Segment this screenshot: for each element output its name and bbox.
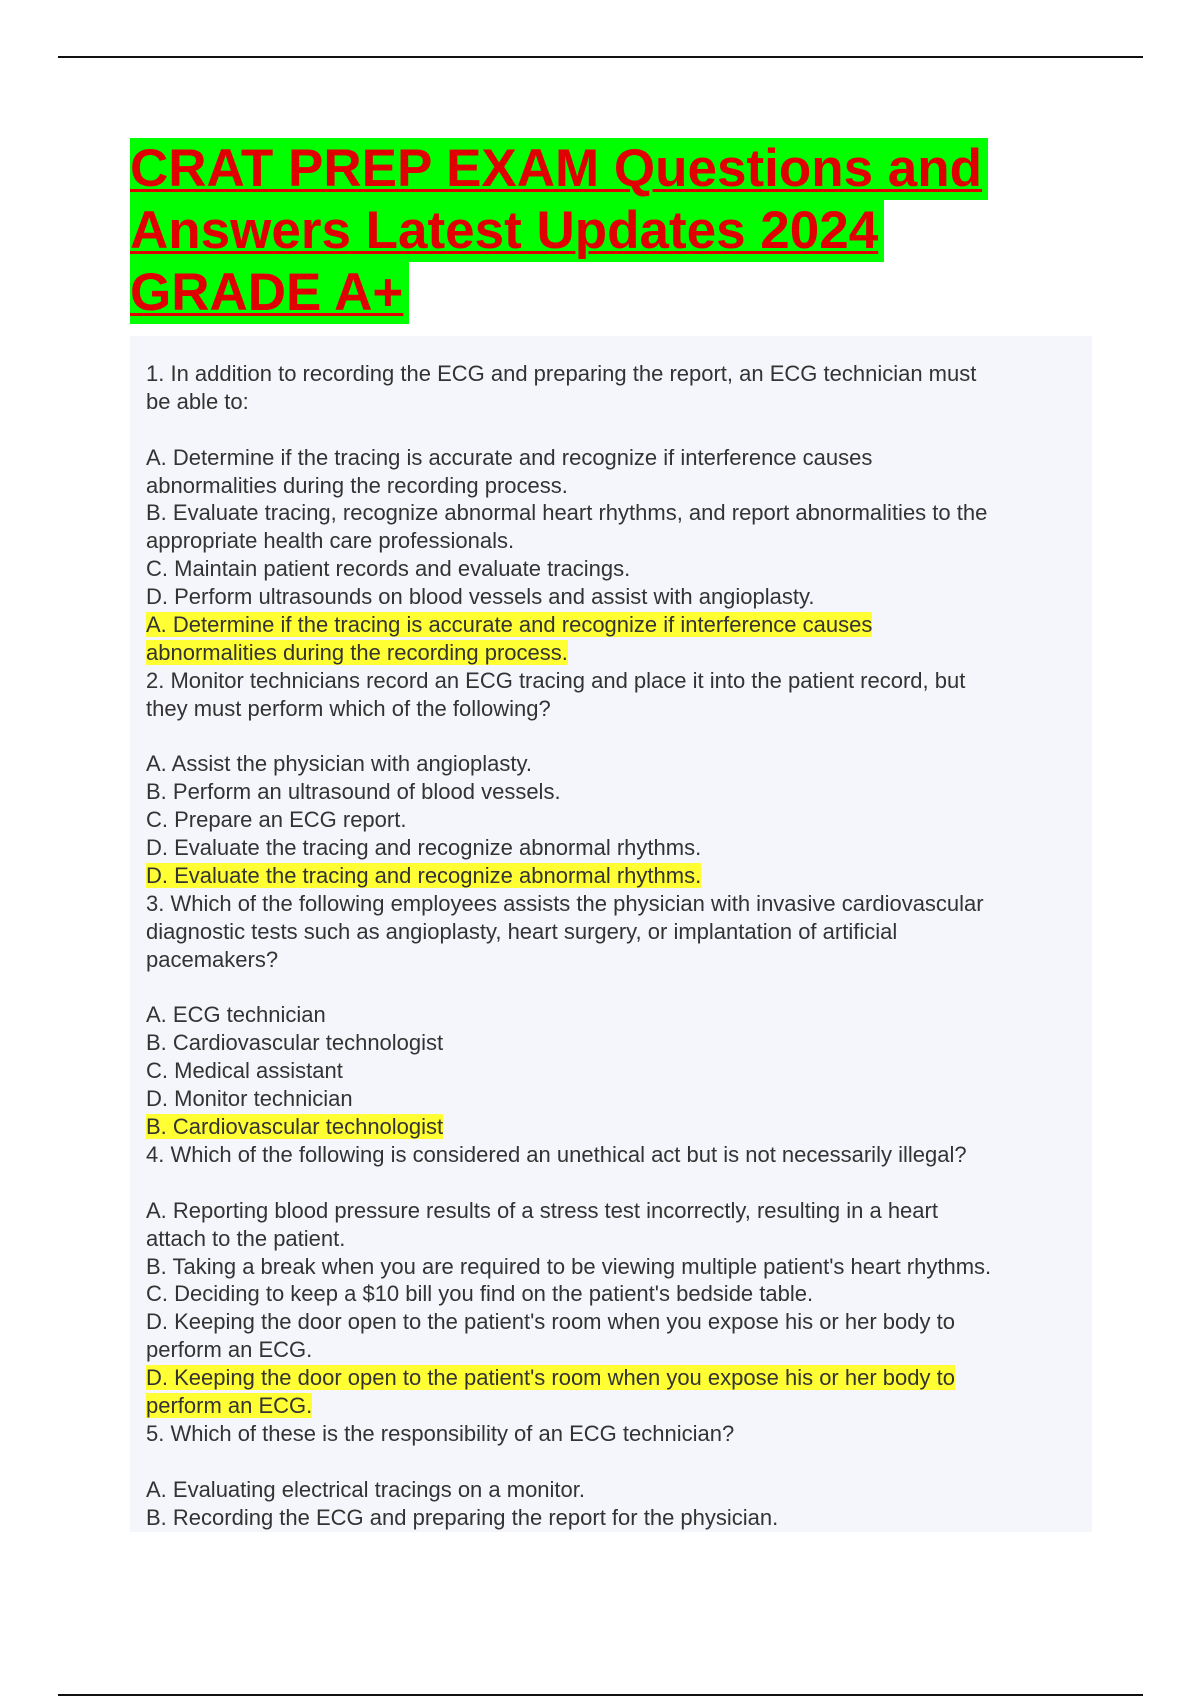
blank-line (146, 1448, 1092, 1476)
answer-line (146, 1364, 1092, 1392)
answer-line (146, 611, 1092, 639)
highlighted-answer: perform an ECG. (146, 1392, 313, 1418)
highlighted-answer: D. Evaluate the tracing and recognize abnormal rhythms. (146, 863, 702, 889)
text-line: B. Taking a break when you are required to be viewing multiple patient's heart rhythms. (146, 1253, 992, 1279)
highlighted-answer: D. Keeping the door open to the patient's room when you expose his or her body to (146, 1365, 955, 1391)
text-line: A. Reporting blood pressure results of a stress test incorrectly, resulting in a heart (146, 1197, 938, 1223)
answer-line (146, 639, 1092, 667)
blank-line (146, 723, 1092, 751)
answer-line (146, 1392, 1092, 1420)
text-line: appropriate health care professionals. (146, 528, 515, 554)
text-line: be able to: (146, 388, 249, 414)
text-line: B. Perform an ultrasound of blood vessels. (146, 779, 561, 805)
highlighted-answer: B. Cardiovascular technologist (146, 1114, 444, 1140)
text-line: B. Recording the ECG and preparing the report for the physician. (146, 1504, 779, 1530)
text-line: A. Determine if the tracing is accurate and recognize if interference causes (146, 444, 873, 470)
title-line-3: GRADE A+ (130, 262, 409, 324)
blank-line (146, 416, 1092, 444)
bottom-rule (58, 1694, 1143, 1696)
questions-panel (130, 336, 1092, 1532)
text-line: B. Cardiovascular technologist (146, 1030, 444, 1056)
text-line: 1. In addition to recording the ECG and preparing the report, an ECG technician must (146, 361, 977, 386)
text-line: A. Assist the physician with angioplasty. (146, 751, 533, 777)
text-line: 2. Monitor technicians record an ECG tracing and place it into the patient record, but (146, 667, 966, 693)
highlighted-answer: A. Determine if the tracing is accurate and recognize if interference causes (146, 612, 873, 638)
title-line-1: CRAT PREP EXAM Questions and (130, 138, 988, 200)
text-line: diagnostic tests such as angioplasty, heart surgery, or implantation of artificial (146, 918, 898, 944)
text-line: A. Evaluating electrical tracings on a monitor. (146, 1476, 586, 1502)
text-line: C. Prepare an ECG report. (146, 807, 407, 833)
document-title (130, 138, 1090, 324)
text-line: attach to the patient. (146, 1225, 346, 1251)
text-line: B. Evaluate tracing, recognize abnormal heart rhythms, and report abnormalities to the (146, 500, 988, 526)
text-line: 5. Which of these is the responsibility of an ECG technician? (146, 1420, 735, 1446)
text-line: C. Deciding to keep a $10 bill you find on the patient's bedside table. (146, 1281, 814, 1307)
text-line: 4. Which of the following is considered an unethical act but is not necessarily illegal? (146, 1141, 967, 1167)
answer-line (146, 1113, 1092, 1141)
text-line: pacemakers? (146, 946, 279, 972)
text-line: 3. Which of the following employees assists the physician with invasive cardiovascular (146, 890, 984, 916)
text-line: abnormalities during the recording process. (146, 472, 568, 498)
text-line: D. Keeping the door open to the patient's room when you expose his or her body to (146, 1309, 955, 1335)
blank-line (146, 1169, 1092, 1197)
text-line: D. Perform ultrasounds on blood vessels and assist with angioplasty. (146, 584, 815, 610)
text-line: perform an ECG. (146, 1337, 313, 1363)
answer-line (146, 862, 1092, 890)
top-rule (58, 56, 1143, 58)
title-line-2: Answers Latest Updates 2024 (130, 200, 884, 262)
text-line: C. Maintain patient records and evaluate tracings. (146, 556, 631, 582)
text-line: A. ECG technician (146, 1002, 326, 1028)
text-line: they must perform which of the following? (146, 695, 551, 721)
blank-line (146, 974, 1092, 1002)
highlighted-answer: abnormalities during the recording process. (146, 639, 568, 665)
text-line: D. Monitor technician (146, 1086, 353, 1112)
text-line: C. Medical assistant (146, 1058, 343, 1084)
text-line: D. Evaluate the tracing and recognize abnormal rhythms. (146, 835, 702, 861)
